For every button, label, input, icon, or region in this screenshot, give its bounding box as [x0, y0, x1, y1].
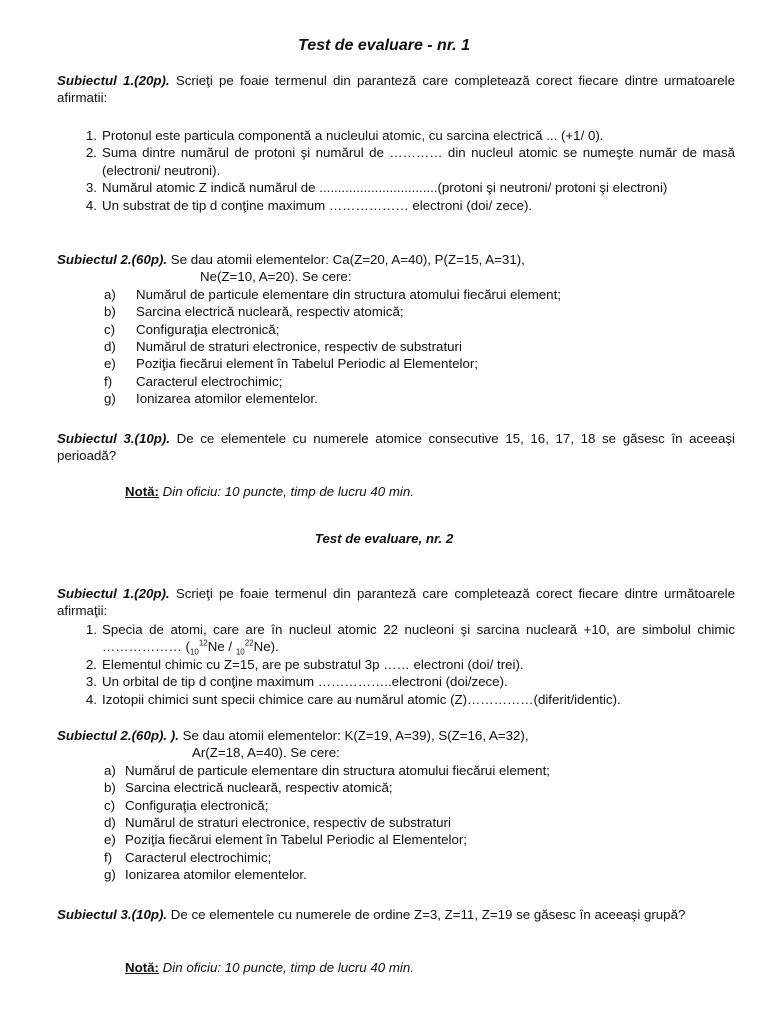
item-text: Numărul de particule elementare din structura atomului fiecărui element;	[125, 762, 550, 778]
item-letter: g)	[104, 391, 116, 407]
note-text: Din oficiu: 10 puncte, timp de lucru 40 min.	[158, 960, 414, 975]
item-letter: b)	[104, 304, 116, 320]
test1-s3	[57, 430, 735, 465]
item-text: Ionizarea atomilor elementelor.	[136, 391, 318, 407]
item-text: Configuraţia electronică;	[125, 797, 269, 813]
list-item	[57, 197, 735, 214]
item-text: Numărul de particule elementare din structura atomului fiecărui element;	[136, 286, 561, 302]
item-text: Ionizarea atomilor elementelor.	[125, 867, 307, 883]
list-item	[57, 286, 735, 303]
subscript: 10	[189, 648, 199, 658]
test1-s2-label: Subiectul 2.(60p).	[57, 252, 168, 267]
list-item	[57, 144, 735, 179]
test1-title: Test de evaluare - nr. 1	[298, 37, 470, 54]
list-item	[57, 355, 735, 372]
item-letter: c)	[104, 797, 116, 813]
item-letter: f)	[104, 849, 113, 865]
test2-s2-cont: Ar(Z=18, A=40). Se cere:	[192, 745, 340, 761]
list-item	[57, 338, 735, 355]
list-item	[57, 127, 735, 144]
test2-s3-label: Subiectul 3.(10p).	[57, 907, 168, 922]
item-number: 2.	[85, 145, 97, 161]
item-text: Poziţia fiecărui element în Tabelul Periodic al Elementelor;	[125, 832, 467, 848]
item-letter: b)	[104, 780, 116, 796]
list-item	[57, 762, 735, 779]
item-number: 3.	[85, 180, 97, 196]
test1-s3-text: De ce elementele cu numerele atomice consecutive 15, 16, 17, 18 se găsesc în aceeaşi perioadă?	[57, 431, 735, 464]
item-text: Suma dintre numărul de protoni şi numărul de ………… din nucleul atomic se numeşte număr de masă (electroni/ neutroni).	[102, 145, 735, 178]
item-text: Caracterul electrochimic;	[136, 373, 283, 389]
item-text: Un orbital de tip d conţine maximum ……………..electroni (doi/zece).	[102, 674, 508, 690]
test2-s2-intro-text: Se dau atomii elementelor: K(Z=19, A=39), S(Z=16, A=32),	[178, 728, 529, 743]
item-text: Poziţia fiecărui element în Tabelul Periodic al Elementelor;	[136, 356, 478, 372]
test1-s1-intro-text: Scrieţi pe foaie termenul din paranteză care completează corect fiecare dintre urmatoarele afirmatii:	[57, 73, 736, 106]
list-item	[57, 866, 735, 883]
test2-s1-list	[57, 621, 735, 708]
item-text: Numărul de straturi electronice, respectiv de substraturi	[136, 339, 462, 355]
item-number: 1.	[85, 622, 97, 637]
list-item	[57, 673, 735, 690]
list-item	[57, 656, 735, 673]
list-item	[57, 831, 735, 848]
item-text: Configuraţia electronică;	[136, 321, 280, 337]
item-text: Sarcina electrică nucleară, respectiv atomică;	[136, 304, 404, 320]
item-text: Protonul este particula componentă a nucleului atomic, cu sarcina electrică ... (+1/ 0).	[102, 128, 604, 143]
list-item	[57, 390, 735, 407]
superscript: 22	[244, 638, 254, 648]
test1-s2-intro	[57, 251, 735, 268]
test1-note	[125, 483, 414, 500]
item-number: 1.	[85, 128, 97, 143]
item-letter: f)	[104, 373, 113, 389]
list-item	[57, 179, 735, 196]
list-item	[57, 797, 735, 814]
test1-s1-intro	[57, 72, 735, 107]
list-item	[57, 779, 735, 796]
test2-s1-label: Subiectul 1.(20p).	[57, 586, 170, 601]
item-text: Elementul chimic cu Z=15, are pe substratul 3p …… electroni (doi/ trei).	[102, 656, 524, 672]
test2-title: Test de evaluare, nr. 2	[314, 531, 454, 546]
test1-s2-cont: Ne(Z=10, A=20). Se cere:	[200, 269, 352, 285]
list-item	[57, 303, 735, 320]
test1-s2-intro-text: Se dau atomii elementelor: Ca(Z=20, A=40), P(Z=15, A=31),	[167, 252, 525, 267]
item-text: Numărul de straturi electronice, respectiv de substraturi	[125, 815, 451, 831]
test2-s2-intro	[57, 727, 735, 744]
item-text: Sarcina electrică nucleară, respectiv atomică;	[125, 780, 393, 796]
test2-s1-intro-text: Scrieţi pe foaie termenul din paranteză care completează corect fiecare dintre următoarele afirmaţii:	[57, 586, 736, 619]
item-text-part: Ne).	[253, 639, 279, 655]
test1-s2	[57, 251, 735, 408]
item-text-part: Specia de atomi, care are în nucleul atomic 22 nucleoni şi sarcina nucleară +10, are simbolul chimic ……………… (	[102, 622, 735, 655]
item-text: Izotopii chimici sunt specii chimice care au numărul atomic (Z)……………(diferit/identic).	[102, 691, 621, 707]
item-letter: e)	[104, 356, 116, 372]
subscript: 10	[235, 648, 245, 658]
test2-s3-text: De ce elementele cu numerele de ordine Z=3, Z=11, Z=19 se găsesc în aceeaşi grupă?	[167, 907, 686, 922]
item-number: 3.	[85, 674, 97, 690]
item-text: Numărul atomic Z indică numărul de ................................(protoni şi neutroni/ protoni şi electroni)	[102, 180, 668, 196]
item-letter: c)	[104, 321, 116, 337]
test2-s2	[57, 727, 735, 884]
item-text-part: Ne /	[207, 639, 236, 655]
item-number: 4.	[85, 691, 97, 707]
test2-s2-label: Subiectul 2.(60p). ).	[57, 728, 179, 743]
test1-s1-label: Subiectul 1.(20p).	[57, 73, 170, 88]
superscript: 12	[198, 638, 208, 648]
list-item	[57, 373, 735, 390]
list-item	[57, 849, 735, 866]
test1-s1-list	[57, 127, 735, 214]
list-item	[57, 691, 735, 708]
list-item	[57, 321, 735, 338]
item-letter: d)	[104, 339, 116, 355]
item-text: Caracterul electrochimic;	[125, 849, 272, 865]
item-number: 2.	[85, 656, 97, 672]
item-letter: d)	[104, 815, 116, 831]
note-text: Din oficiu: 10 puncte, timp de lucru 40 min.	[158, 484, 414, 499]
item-number: 4.	[85, 197, 97, 213]
item-letter: a)	[104, 286, 116, 302]
test2-s1-intro	[57, 585, 735, 620]
note-label: Notă:	[125, 484, 159, 499]
test2-note	[125, 959, 414, 976]
item-text	[102, 621, 735, 656]
item-letter: e)	[104, 832, 116, 848]
list-item	[57, 814, 735, 831]
item-letter: a)	[104, 762, 116, 778]
test2-s3	[57, 906, 735, 923]
item-text: Un substrat de tip d conţine maximum ……………… electroni (doi/ zece).	[102, 197, 533, 213]
item-letter: g)	[104, 867, 116, 883]
test1-s3-label: Subiectul 3.(10p).	[57, 431, 171, 446]
list-item	[57, 621, 735, 656]
note-label: Notă:	[125, 960, 159, 975]
